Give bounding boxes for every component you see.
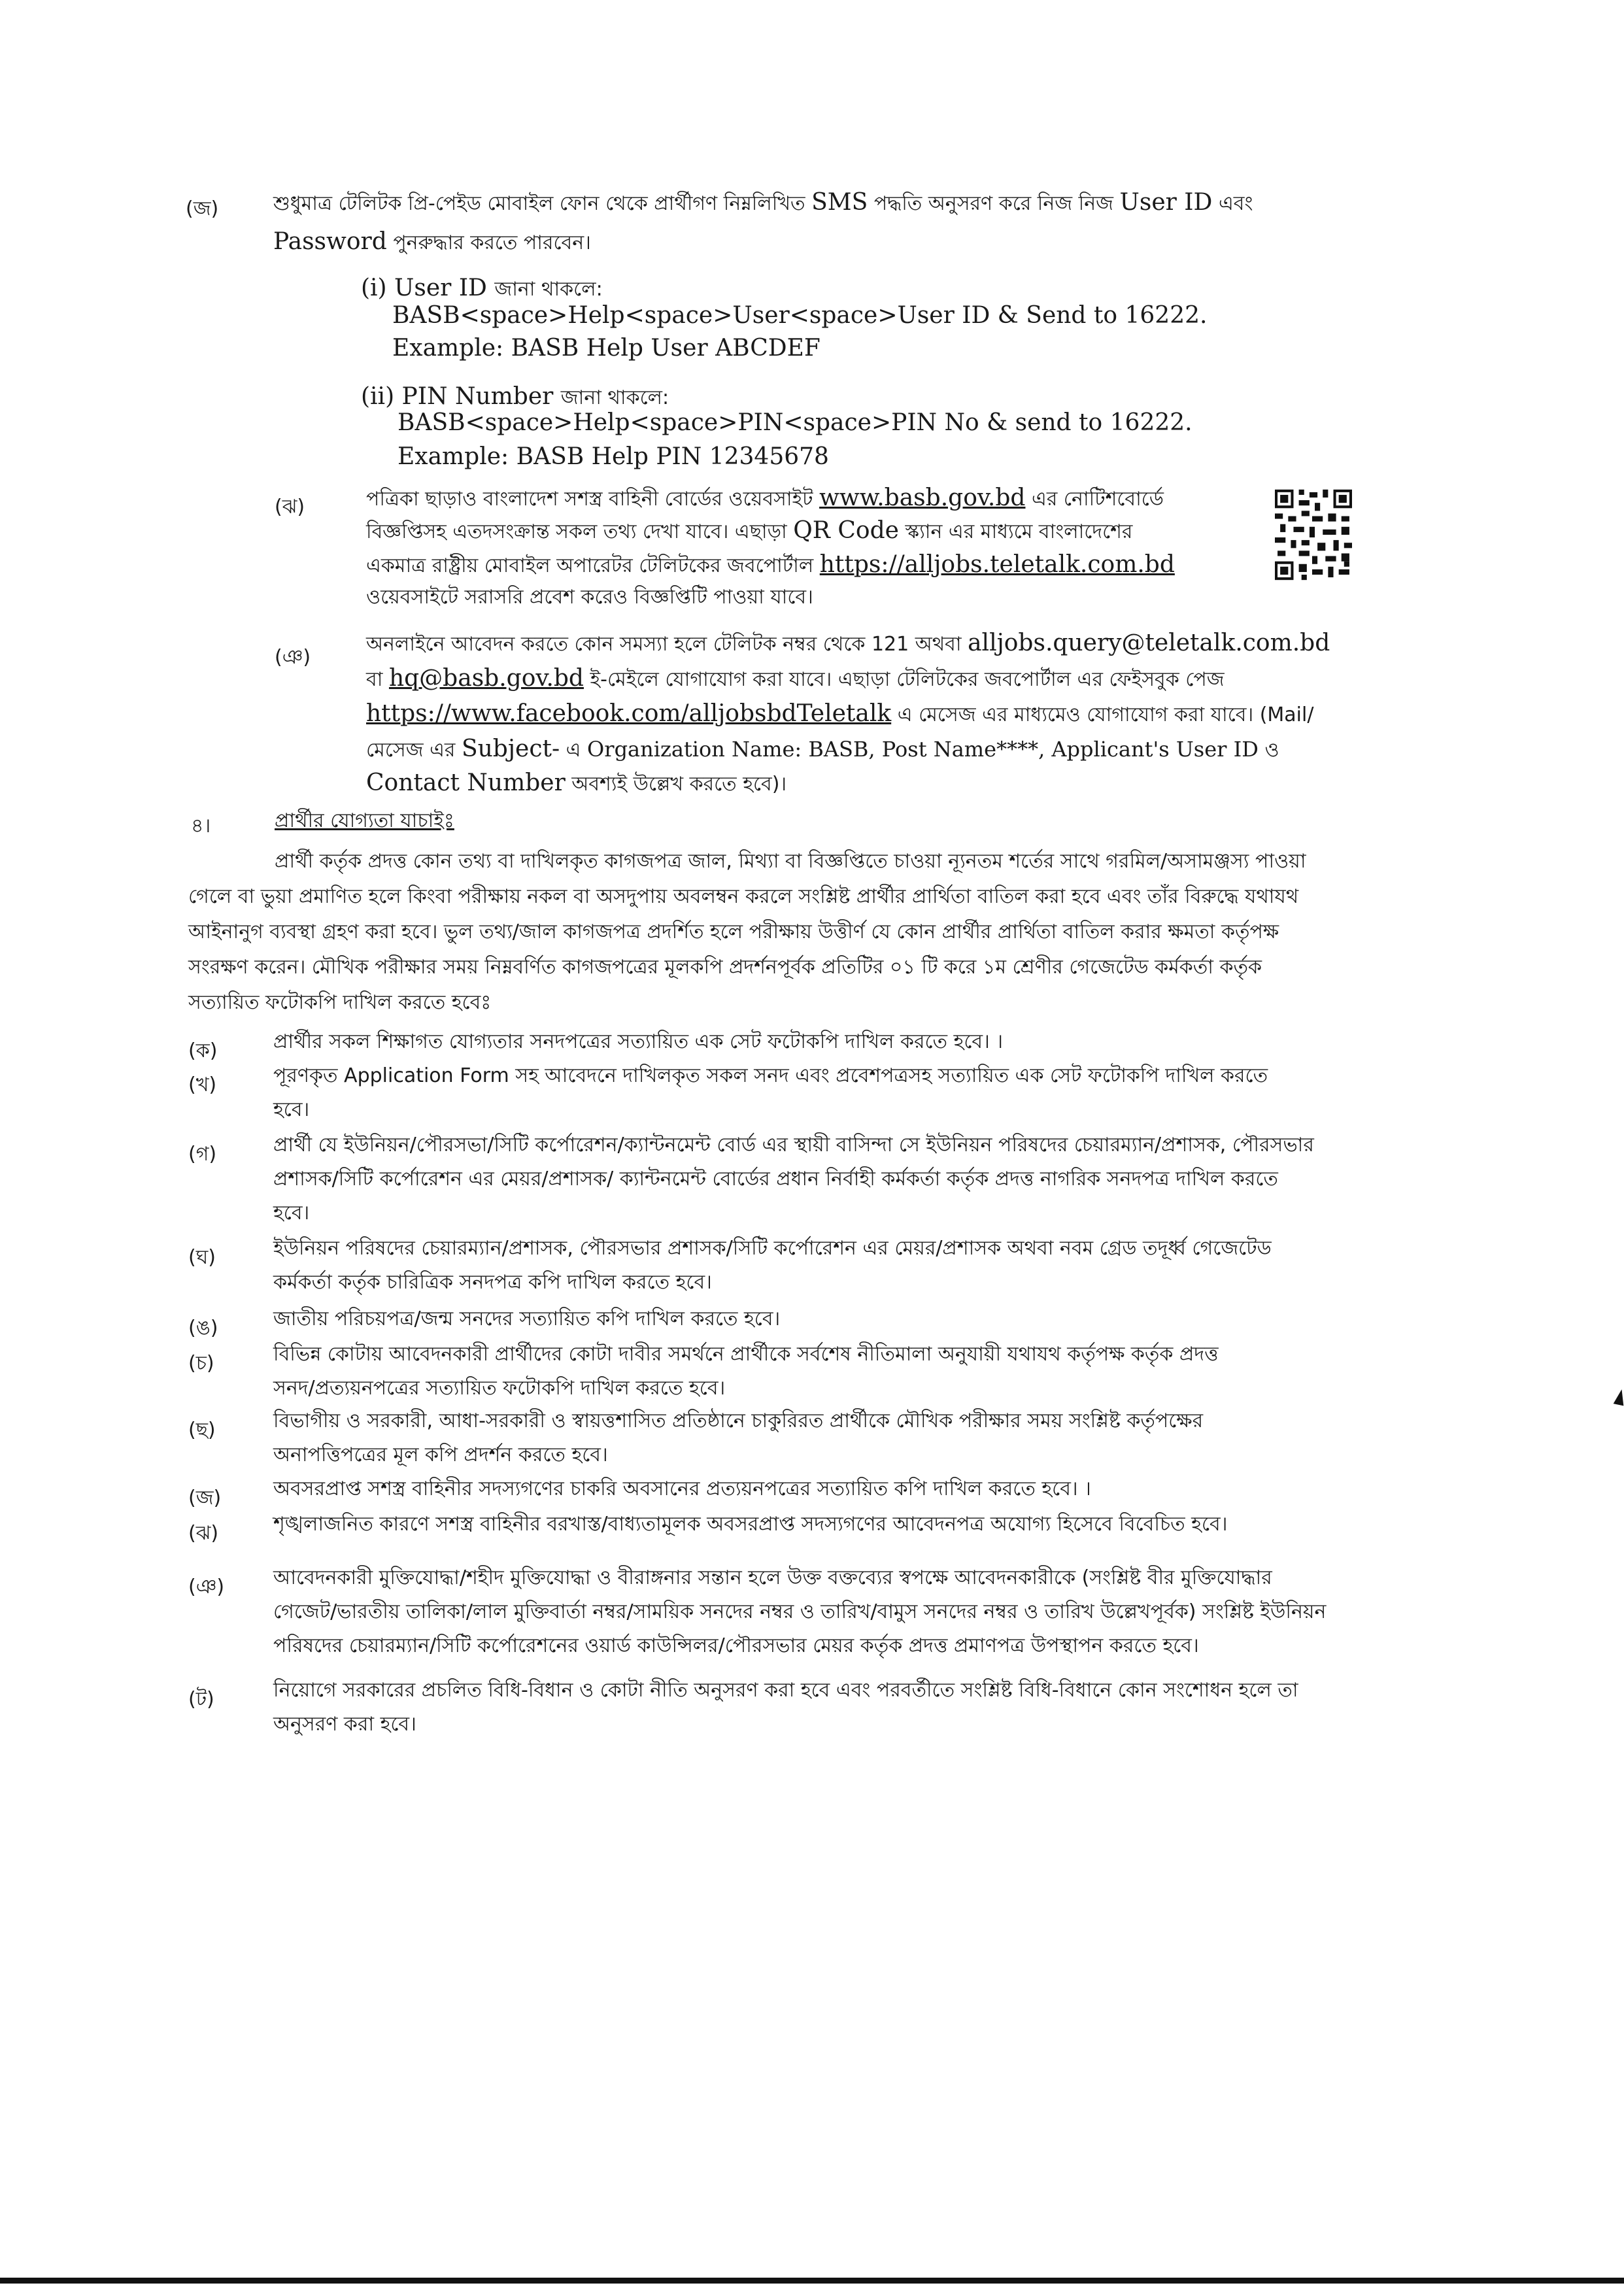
qr-code-term: QR Code xyxy=(793,517,899,544)
item-label: (খ) xyxy=(188,1073,217,1096)
item-label: (জ) xyxy=(188,1487,222,1510)
nya-line-1 xyxy=(366,629,1373,659)
item-text-line: গেজেট/ভারতীয় তালিকা/লাল মুক্তিবার্তা নম্বর/সাময়িক সনদের নম্বর ও তারিখ/বামুস সনদের নম্বর ও তারিখ উল্লেখপূর্বক) সংশ্লিষ্ট ইউনিয়ন xyxy=(273,1600,1327,1623)
sms-userid-head: (i) User ID xyxy=(361,275,487,301)
item-label: (চ) xyxy=(188,1352,214,1375)
item-text-line: প্রার্থী যে ইউনিয়ন/পৌরসভা/সিটি কর্পোরেশন/ক্যান্টনমেন্ট বোর্ড এর স্থায়ী বাসিন্দা সে ইউনিয়ন পরিষদের চেয়ারম্যান/প্রশাসক, পৌরসভার xyxy=(273,1134,1314,1156)
item-text-line: আবেদনকারী মুক্তিযোদ্ধা/শহীদ মুক্তিযোদ্ধা ও বীরাঙ্গনার সন্তান হলে উক্ত বক্তব্যের স্বপক্ষে আবেদনকারীকে (সংশ্লিষ্ট বীর মুক্তিযোদ্ধার xyxy=(273,1566,1272,1589)
intro-line-2 xyxy=(273,228,1372,258)
item-label-nya: (ঞ) xyxy=(275,646,311,669)
paragraph-line: প্রার্থী কর্তৃক প্রদত্ত কোন তথ্য বা দাখিলকৃত কাগজপত্র জাল, মিথ্যা বা বিজ্ঞপ্তিতে চাওয়া ন্যূনতম শর্তের সাথে গরমিল/অসামঞ্জস্য পাওয়া xyxy=(275,850,1306,873)
nya-line-2 xyxy=(366,664,1373,694)
sms-userid-example: Example: BASB Help User ABCDEF xyxy=(392,335,820,362)
item-text-line: বিভিন্ন কোটায় আবেদনকারী প্রার্থীদের কোটা দাবীর সমর্থনে প্রার্থীকে সর্বশেষ নীতিমালা অনুযায়ী যথাযথ কর্তৃপক্ষ কর্তৃক প্রদত্ত xyxy=(273,1343,1219,1366)
nya-text: এ মেসেজ এর মাধ্যমেও যোগাযোগ করা যাবে। (Mail/ xyxy=(897,703,1314,726)
item-text-line: অনাপত্তিপত্রের মূল কপি প্রদর্শন করতে হবে। xyxy=(273,1443,608,1466)
intro-text: পদ্ধতি অনুসরণ করে নিজ নিজ xyxy=(873,192,1113,215)
sms-pin-example: Example: BASB Help PIN 12345678 xyxy=(398,443,829,470)
alljobs-portal-link[interactable]: https://alljobs.teletalk.com.bd xyxy=(819,551,1175,578)
basb-website-link[interactable]: www.basb.gov.bd xyxy=(819,484,1026,511)
sms-userid-heading xyxy=(361,275,603,303)
password-term: Password xyxy=(273,228,387,255)
item-text-line: হবে। xyxy=(273,1098,310,1121)
nya-text: ও xyxy=(1264,739,1279,762)
item-label-jo: (জ) xyxy=(186,197,219,220)
jha-line-4: ওয়েবসাইটে সরাসরি প্রবেশ করেও বিজ্ঞপ্তিটি পাওয়া যাবে। xyxy=(366,586,813,609)
item-label: (ঞ) xyxy=(188,1576,225,1598)
org-post-userid-term: Organization Name: BASB, Post Name****, Applicant's User ID xyxy=(587,737,1259,762)
item-text-line: নিয়োগে সরকারের প্রচলিত বিধি-বিধান ও কোটা নীতি অনুসরণ করা হবে এবং পরবর্তীতে সংশ্লিষ্ট বিধি-বিধানে কোন সংশোধন হলে তা xyxy=(273,1679,1298,1702)
paragraph-line: সত্যায়িত ফটোকপি দাখিল করতে হবেঃ xyxy=(188,991,492,1014)
nya-line-4 xyxy=(366,735,1373,765)
intro-text: পুনরুদ্ধার করতে পারবেন। xyxy=(393,231,591,254)
item-label: (ছ) xyxy=(188,1419,216,1442)
bottom-rule xyxy=(0,2278,1624,2284)
item-label: (ট) xyxy=(188,1688,214,1711)
sms-term: SMS xyxy=(811,189,868,216)
item-label-jha: (ঝ) xyxy=(275,496,305,518)
sms-pin-head-bn: জানা থাকলে: xyxy=(560,386,669,409)
paragraph-line: আইনানুগ ব্যবস্থা গ্রহণ করা হবে। ভুল তথ্য/জাল কাগজপত্র প্রদর্শিত হলে পরীক্ষায় উত্তীর্ণ যে কোন প্রার্থীর প্রার্থিতা বাতিল করার ক্ষমতা কর্তৃপক্ষ xyxy=(188,920,1279,943)
nya-text: মেসেজ এর xyxy=(366,739,456,762)
paragraph-line: সংরক্ষণ করেন। মৌখিক পরীক্ষার সময় নিম্নবর্ণিত কাগজপত্রের মূলকপি প্রদর্শনপূর্বক প্রতিটির ০১ টি করে ১ম শ্রেণীর গেজেটেড কর্মকর্তা কর্তৃক xyxy=(188,956,1262,979)
sms-pin-format: BASB<space>Help<space>PIN<space>PIN No & send to 16222. xyxy=(398,409,1193,436)
item-label: (গ) xyxy=(188,1143,217,1166)
section-heading: প্রার্থীর যোগ্যতা যাচাইঃ xyxy=(275,809,454,832)
nya-text: ই-মেইলে যোগাযোগ করা যাবে। এছাড়া টেলিটকের জবপোর্টাল এর ফেইসবুক পেজ xyxy=(590,668,1225,691)
subject-term: Subject- xyxy=(461,735,560,762)
item-text-line: শৃঙ্খলাজনিত কারণে সশস্ত্র বাহিনীর বরখাস্ত/বাধ্যতামূলক অবসরপ্রাপ্ত সদস্যগণের আবেদনপত্র অযোগ্য হিসেবে বিবেচিত হবে। xyxy=(273,1513,1228,1536)
item-text-line: ইউনিয়ন পরিষদের চেয়ারম্যান/প্রশাসক, পৌরসভার প্রশাসক/সিটি কর্পোরেশন এর মেয়র/প্রশাসক অথবা নবম গ্রেড তদূর্ধ্ব গেজেটেড xyxy=(273,1237,1272,1260)
facebook-page-link[interactable]: https://www.facebook.com/alljobsbdTeletalk xyxy=(366,700,892,727)
nya-text: বা xyxy=(366,668,383,691)
nya-text: এ xyxy=(566,739,581,762)
item-text-line: অনুসরণ করা হবে। xyxy=(273,1713,416,1736)
scan-mark xyxy=(1614,1389,1624,1406)
jha-line-2 xyxy=(366,516,1262,547)
teletalk-query-email[interactable]: alljobs.query@teletalk.com.bd xyxy=(968,630,1330,656)
intro-text: শুধুমাত্র টেলিটক প্রি-পেইড মোবাইল ফোন থেকে প্রার্থীগণ নিম্নলিখিত xyxy=(273,192,805,215)
item-text-line: পরিষদের চেয়ারম্যান/সিটি কর্পোরেশনের ওয়ার্ড কাউন্সিলর/পৌরসভার মেয়র কর্তৃক প্রদত্ত প্রমাণপত্র উপস্থাপন করতে হবে। xyxy=(273,1634,1199,1657)
item-label: (ক) xyxy=(188,1039,218,1062)
nya-line-3 xyxy=(366,700,1373,730)
item-text-line: বিভাগীয় ও সরকারী, আধা-সরকারী ও স্বায়ত্তশাসিত প্রতিষ্ঠানে চাকুরিরত প্রার্থীকে মৌখিক পরীক্ষার সময় সংশ্লিষ্ট কর্তৃপক্ষের xyxy=(273,1409,1204,1432)
item-text-line: প্রশাসক/সিটি কর্পোরেশন এর মেয়র/প্রশাসক/ ক্যান্টনমেন্ট বোর্ডের প্রধান নির্বাহী কর্মকর্তা কর্তৃক প্রদত্ত নাগরিক সনদপত্র দাখিল করতে xyxy=(273,1168,1278,1190)
userid-term: User ID xyxy=(1119,189,1213,216)
nya-line-5 xyxy=(366,769,1373,799)
sms-pin-head: (ii) PIN Number xyxy=(361,383,554,410)
jha-line-1 xyxy=(366,484,1262,514)
jha-text: স্ক্যান এর মাধ্যমে বাংলাদেশের xyxy=(905,520,1133,543)
item-text-line: প্রার্থীর সকল শিক্ষাগত যোগ্যতার সনদপত্রের সত্যায়িত এক সেট ফটোকপি দাখিল করতে হবে। । xyxy=(273,1030,1004,1053)
qr-code-image xyxy=(1275,489,1352,581)
jha-line-3 xyxy=(366,550,1262,581)
jha-text: এর নোটিশবোর্ডে xyxy=(1032,488,1164,511)
sms-pin-heading xyxy=(361,383,669,412)
item-label: (ঘ) xyxy=(188,1246,216,1269)
item-label: (ঙ) xyxy=(188,1317,218,1340)
nya-text: অবশ্যই উল্লেখ করতে হবে)। xyxy=(571,773,787,796)
contact-number-term: Contact Number xyxy=(366,769,566,796)
item-text-line: পূরণকৃত Application Form সহ আবেদনে দাখিলকৃত সকল সনদ এবং প্রবেশপত্রসহ সত্যায়িত এক সেট ফটোকপি দাখিল করতে xyxy=(273,1064,1268,1087)
sms-userid-format: BASB<space>Help<space>User<space>User ID & Send to 16222. xyxy=(392,302,1208,329)
paragraph-line: গেলে বা ভুয়া প্রমাণিত হলে কিংবা পরীক্ষায় নকল বা অসদুপায় অবলম্বন করলে সংশ্লিষ্ট প্রার্থীর প্রার্থিতা বাতিল করা হবে এবং তাঁর বিরুদ্ধে যথাযথ xyxy=(188,885,1299,908)
jha-text: বিজ্ঞপ্তিসহ এতদসংক্রান্ত সকল তথ্য দেখা যাবে। এছাড়া xyxy=(366,520,787,543)
intro-text: এবং xyxy=(1218,192,1253,215)
jha-text: পত্রিকা ছাড়াও বাংলাদেশ সশস্ত্র বাহিনী বোর্ডের ওয়েবসাইট xyxy=(366,488,813,511)
item-text-line: হবে। xyxy=(273,1202,310,1224)
basb-hq-email[interactable]: hq@basb.gov.bd xyxy=(388,665,584,692)
jha-text: একমাত্র রাষ্ট্রীয় মোবাইল অপারেটর টেলিটকের জবপোর্টাল xyxy=(366,554,814,577)
sms-userid-head-bn: জানা থাকলে: xyxy=(494,278,603,301)
item-text-line: কর্মকর্তা কর্তৃক চারিত্রিক সনদপত্র কপি দাখিল করতে হবে। xyxy=(273,1271,712,1294)
item-text-line: জাতীয় পরিচয়পত্র/জন্ম সনদের সত্যায়িত কপি দাখিল করতে হবে। xyxy=(273,1307,781,1330)
item-text-line: অবসরপ্রাপ্ত সশস্ত্র বাহিনীর সদস্যগণের চাকরি অবসানের প্রত্যয়নপত্রের সত্যায়িত কপি দাখিল করতে হবে। । xyxy=(273,1477,1091,1500)
item-label: (ঝ) xyxy=(188,1522,219,1545)
intro-line-1 xyxy=(273,188,1372,218)
nya-text: অনলাইনে আবেদন করতে কোন সমস্যা হলে টেলিটক নম্বর থেকে 121 অথবা xyxy=(366,633,962,656)
section-number: ৪। xyxy=(191,815,211,837)
item-text-line: সনদ/প্রত্যয়নপত্রের সত্যায়িত ফটোকপি দাখিল করতে হবে। xyxy=(273,1377,726,1400)
